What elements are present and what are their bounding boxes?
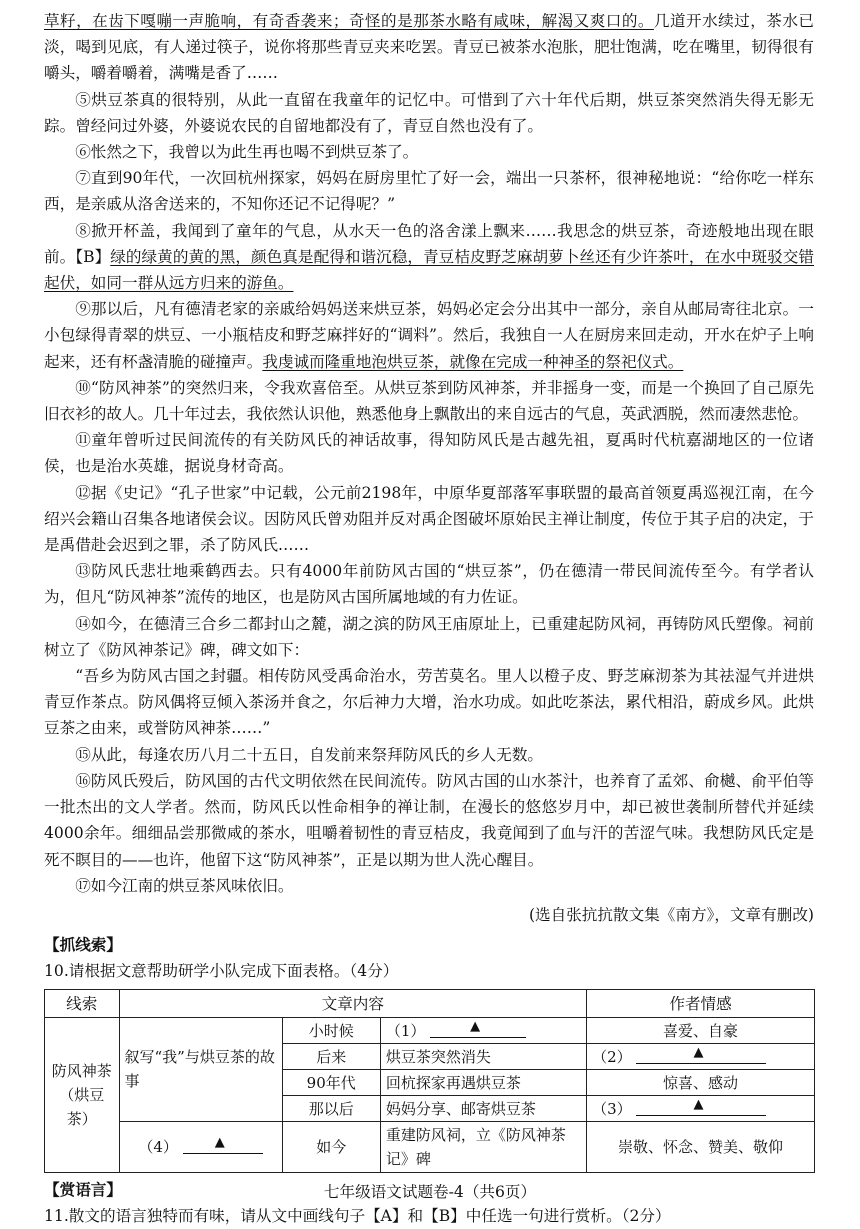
blank-label: （2） <box>592 1047 632 1066</box>
emotion-cell: 喜爱、自豪 <box>587 1017 815 1043</box>
paragraph <box>44 218 814 297</box>
paragraph <box>44 296 814 375</box>
header-content: 文章内容 <box>119 989 587 1017</box>
paragraph <box>44 87 814 139</box>
paragraph <box>44 768 814 873</box>
text-segment: ⑨那以后，凡有德清老家的亲戚给妈妈送来烘豆茶，妈妈必定会分出其中一部分，亲自从邮局寄往北京。一小包绿得青翠的烘豆、一小瓶桔皮和野芝麻拌好的“调料”。然后，我独自一人在厨房来回走动，开水在炉子上响起来，还有杯盏清脆的碰撞声。 <box>44 300 814 371</box>
source-note: (选自张抗抗散文集《南方》，文章有删改) <box>528 905 814 924</box>
header-clue: 线索 <box>45 989 120 1017</box>
section-heading-language: 【赏语言】 <box>44 1179 122 1199</box>
content-cell: 妈妈分享、邮寄烘豆茶 <box>380 1095 586 1121</box>
content-cell: 回杭探家再遇烘豆茶 <box>380 1069 586 1095</box>
text-segment: ⑤烘豆茶真的很特别，从此一直留在我童年的记忆中。可惜到了六十年代后期，烘豆茶突然消失得无影无踪。曾经问过外婆，外婆说农民的自留地都没有了，青豆自然也没有了。 <box>44 90 814 135</box>
text-segment: ⑮从此，每逢农历八月二十五日，自发前来祭拜防风氏的乡人无数。 <box>75 745 544 764</box>
paragraph <box>44 611 814 663</box>
exam-page <box>44 8 814 1229</box>
answer-blank-2[interactable] <box>636 1044 766 1064</box>
text-segment: ⑫据《史记》“孔子世家”中记载，公元前2198年，中原华夏部落军事联盟的最高首领夏禹巡视江南，在今绍兴会籍山召集各地诸侯会议。因防风氏曾劝阻并反对禹企图破坏原始民主禅让制度，传位于其子启的决定，于是禹借赴会迟到之罪，杀了防风氏…… <box>44 483 814 555</box>
question-10: 10.请根据文意帮助研学小队完成下面表格。（4分） <box>44 962 399 981</box>
triangle-marker: ▲ <box>214 1135 225 1151</box>
paragraph <box>44 742 814 768</box>
paragraph <box>44 165 814 217</box>
story-cell: 叙写“我”与烘豆茶的故事 <box>119 1017 282 1121</box>
content-cell <box>380 1017 586 1043</box>
emotion-cell <box>587 1043 815 1069</box>
time-cell: 后来 <box>282 1043 380 1069</box>
emotion-cell: 惊喜、感动 <box>587 1069 815 1095</box>
time-cell: 那以后 <box>282 1095 380 1121</box>
content-cell: 重建防风祠，立《防风神茶记》碑 <box>380 1121 586 1172</box>
text-segment: “吾乡为防风古国之封疆。相传防风受禹命治水，劳苦莫名。里人以橙子皮、野芝麻沏茶为其祛湿气并进烘青豆作茶点。防风偶将豆倾入茶汤并食之，尔后神力大增，治水功成。如此吃茶法，累代相沿，蔚成乡风。此烘豆茶之由来，或誉防风神茶……” <box>44 667 814 738</box>
header-emotion: 作者情感 <box>587 989 815 1017</box>
paragraph <box>44 873 814 899</box>
blank-label: （1） <box>385 1021 426 1040</box>
emotion-cell: 崇敬、怀念、赞美、敬仰 <box>587 1121 815 1172</box>
text-segment: ⑭如今，在德清三合乡二都封山之麓，湖之滨的防风王庙原址上，已重建起防风祠，再铸防风氏塑像。祠前树立了《防风神茶记》碑，碑文如下： <box>44 614 814 659</box>
text-segment: ⑦直到90年代，一次回杭州探家，妈妈在厨房里忙了好一会，端出一只茶杯，很神秘地说：“给你吃一样东西，是亲戚从洛舍送来的，不知你还记不记得呢？” <box>44 169 814 214</box>
clue-table <box>44 989 815 1173</box>
page-footer: 七年级语文试题卷-4（共6页） <box>323 1183 537 1201</box>
answer-blank-1[interactable] <box>430 1018 526 1038</box>
time-cell: 90年代 <box>282 1069 380 1095</box>
section-heading-clues: 【抓线索】 <box>44 935 122 955</box>
underlined-sentence: 我虔诚而隆重地泡烘豆茶，就像在完成一种神圣的祭祀仪式。 <box>262 352 684 371</box>
triangle-marker: ▲ <box>470 1018 481 1034</box>
text-segment: ⑪童年曾听过民间流传的有关防风氏的神话故事，得知防风氏是古越先祖，夏禹时代杭嘉湖地区的一位诸侯，也是治水英雄，据说身材奇高。 <box>44 431 814 476</box>
paragraph <box>44 558 814 610</box>
article-body <box>44 8 814 899</box>
time-cell: 小时候 <box>282 1017 380 1043</box>
paragraph <box>44 375 814 427</box>
text-segment: ⑬防风氏悲壮地乘鹤西去。只有4000年前防风古国的“烘豆茶”，仍在德清一带民间流传至今。有学者认为，但凡“防风神茶”流传的地区，也是防风古国所属地域的有力佐证。 <box>44 562 814 607</box>
story-cell-last <box>119 1121 282 1172</box>
emotion-cell <box>587 1095 815 1121</box>
paragraph <box>44 139 814 165</box>
triangle-marker: ▲ <box>693 1096 704 1112</box>
blank-label: （3） <box>592 1099 632 1118</box>
underlined-sentence: 草籽，在齿下嘎嘣一声脆响，有奇香袭来；奇怪的是那茶水略有咸味，解渴又爽口的。 <box>44 12 654 30</box>
underlined-sentence: 绿的绿黄的黄的黑，颜色真是配得和谐沉稳，青豆桔皮野芝麻胡萝卜丝还有少许茶叶，在水中斑驳交错起伏，如同一群从远方归来的游鱼。 <box>44 247 814 293</box>
text-segment: 几道开水续过，茶水已淡，喝到见底，有人递过筷子，说你将那些青豆夹来吃罢。青豆已被茶水泡胀，肥壮饱满，吃在嘴里，韧得很有嚼头，嚼着嚼着，满嘴是香了…… <box>44 12 814 83</box>
paragraph <box>44 427 814 479</box>
time-cell: 如今 <box>282 1121 380 1172</box>
text-segment: ⑰如今江南的烘豆茶风味依旧。 <box>75 876 294 895</box>
text-segment: ⑥怅然之下，我曾以为此生再也喝不到烘豆茶了。 <box>75 143 419 162</box>
paragraph <box>44 480 814 559</box>
clue-cell: 防风神茶（烘豆茶） <box>45 1017 120 1172</box>
text-segment: ⑩“防风神茶”的突然归来，令我欢喜倍至。从烘豆茶到防风神茶，并非摇身一变，而是一个换回了自己原先旧衣衫的故人。几十年过去，我依然认识他，熟悉他身上飘散出的来自远古的气息，英武洒脱，然而凄然悲怆。 <box>44 378 814 424</box>
answer-blank-4[interactable] <box>183 1135 263 1154</box>
question-11: 11.散文的语言独特而有味，请从文中画线句子【A】和【B】中任选一句进行赏析。（2分） <box>44 1206 671 1225</box>
content-cell: 烘豆茶突然消失 <box>380 1043 586 1069</box>
blank-label: （4） <box>138 1138 178 1157</box>
triangle-marker: ▲ <box>693 1044 704 1060</box>
paragraph <box>44 663 814 742</box>
text-segment: ⑯防风氏殁后，防风国的古代文明依然在民间流传。防风古国的山水茶汁，也养育了孟郊、俞樾、俞平伯等一批杰出的文人学者。然而，防风氏以性命相争的禅让制，在漫长的悠悠岁月中，却已被世袭制所替代并延续4000余年。细细品尝那微咸的茶水，咀嚼着韧性的青豆桔皮，我竟闻到了血与汗的苦涩气味。我想防风氏定是死不瞑目的——也许，他留下这“防风神茶”，正是以期为世人洗心醒目。 <box>44 771 814 869</box>
answer-blank-3[interactable] <box>636 1096 766 1116</box>
text-segment: ⑧掀开杯盖，我闻到了童年的气息，从水天一色的洛舍漾上飘来……我思念的烘豆茶，奇迹般地出现在眼前。【B】 <box>44 221 814 266</box>
paragraph <box>44 8 814 87</box>
